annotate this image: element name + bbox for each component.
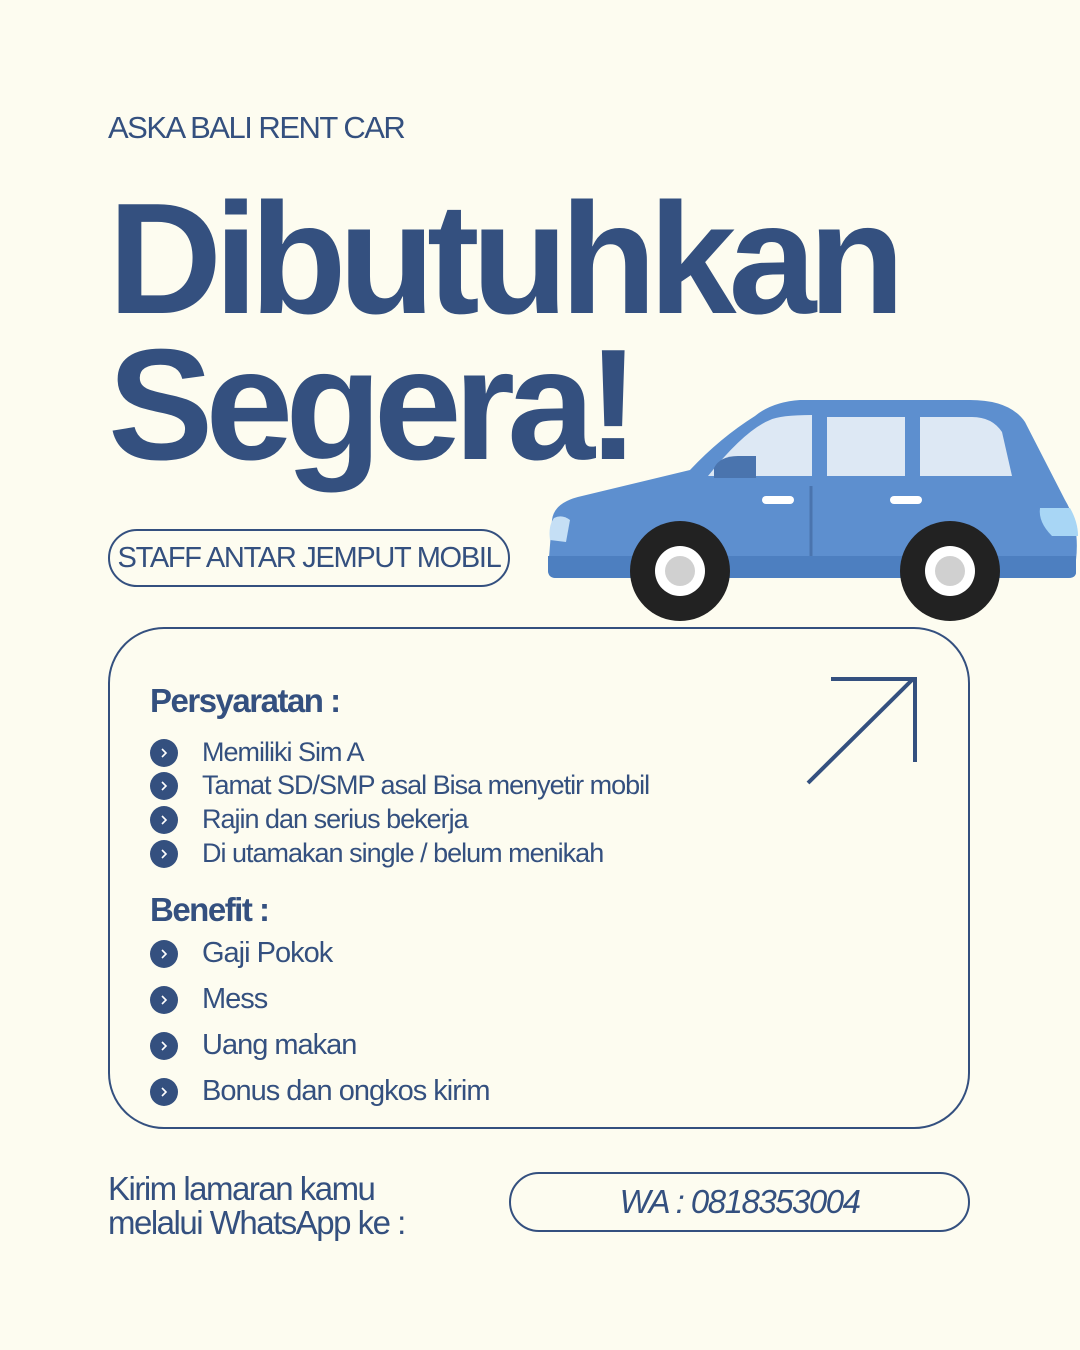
chevron-right-icon [150,806,178,834]
list-item [150,838,603,869]
requirements-title: Persyaratan : [150,682,340,719]
whatsapp-contact[interactable]: WA : 0818353004 [509,1172,970,1232]
benefit-text: Uang makan [202,1029,357,1061]
footer-line-2: melalui WhatsApp ke : [108,1204,405,1241]
brand-name: ASKA BALI RENT CAR [108,110,405,145]
benefits-title: Benefit : [150,891,269,928]
list-item [150,983,267,1016]
chevron-right-icon [150,739,178,767]
list-item [150,804,468,835]
chevron-right-icon [150,1032,178,1060]
position-badge: STAFF ANTAR JEMPUT MOBIL [108,529,510,587]
headline-line-1: Dibutuhkan [108,171,897,347]
chevron-right-icon [150,840,178,868]
benefit-text: Mess [202,983,268,1015]
footer-line-1: Kirim lamaran kamu [108,1170,375,1207]
requirement-text: Tamat SD/SMP asal Bisa menyetir mobil [202,770,650,800]
list-item [150,770,649,801]
list-item [150,737,364,768]
list-item [150,1075,490,1108]
car-icon [540,390,1080,625]
list-item [150,937,332,970]
requirement-text: Di utamakan single / belum menikah [202,838,604,868]
arrow-up-right-icon [800,670,925,790]
chevron-right-icon [150,986,178,1014]
benefit-text: Bonus dan ongkos kirim [202,1075,490,1107]
requirement-text: Rajin dan serius bekerja [202,804,468,834]
chevron-right-icon [150,940,178,968]
chevron-right-icon [150,1078,178,1106]
headline-line-2: Segera! [108,317,632,493]
chevron-right-icon [150,772,178,800]
footer-instruction [108,1172,405,1240]
list-item [150,1029,356,1062]
benefit-text: Gaji Pokok [202,937,333,969]
requirement-text: Memiliki Sim A [202,737,364,767]
